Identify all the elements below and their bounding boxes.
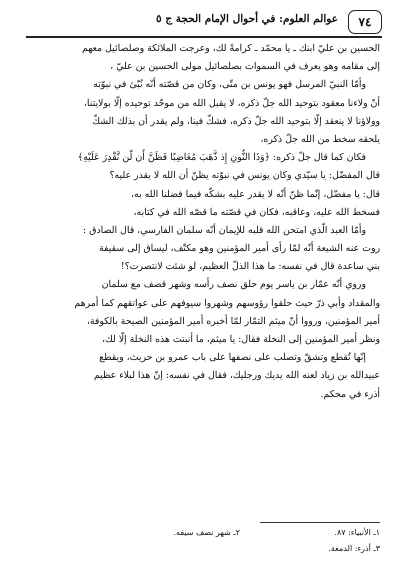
text-line: أذرء في محكم. <box>320 388 380 400</box>
text-line: والمقداد وأبي ذرّ حيث حلقوا رؤوسهم وشهروا سيوفهم على عواتقهم كما أمرهم <box>74 297 380 309</box>
text-line: ونظر أمير المؤمنين إلى النخلة فقال: يا ميثم، ما أنبتت هذه النخلة إلّا لك، <box>101 334 380 345</box>
header-rule <box>26 36 382 38</box>
text-line: وولاؤنا لا ينعقد إلّا بتوحيد الله جلّ ذكره، فشكّ فينا، ولم يقدر أن بذلك الشكّ <box>92 115 380 127</box>
text-line: وأمّا العبد الّذي امتحن الله قلبه للإيمان أنّه سلمان الفارسي، قال الصادق : <box>83 224 366 236</box>
footnote-rule <box>260 522 380 523</box>
text-line: إنّها تُقطع وتشقّ وتصلب على نصفها على باب عمرو بن حريث، ويقطع <box>99 352 366 364</box>
text-line: بني ساعدة قال في نفسه: ما هذا الذلّ العظيم، لو شئت لانتصرت؟! <box>120 261 380 273</box>
footnote-3: ٣ـ أذرء: الدمعة. <box>328 544 380 553</box>
text-line: وأمّا النبيّ المرسل فهو يونس بن متّى، وكان من قصّته أنّه نُبّئ في نبوّته <box>93 79 366 91</box>
text-line: أنّ ولاءنا معقود بتوحيد الله جلّ ذكره، لا يقبل الله من موحّد توحيده إلّا بولايتنا، <box>83 97 380 109</box>
text-line: أمير المؤمنين، ورووا أنّ ميثم التمّار لمّا أخبره أمير المؤمنين الصيحة بالكوفة، <box>86 315 380 327</box>
running-title: عوالم العلوم: في أحوال الإمام الحجة ج ٥ <box>156 13 338 25</box>
text-line: وروي أنّه عمّار بن ياسر يوم حلق نصف رأسه وشهر قصف مع سلمان <box>101 279 366 291</box>
body-text <box>30 40 380 404</box>
text-line: روت عنه الشيعة أنّه لمّا رأى أمير المؤمنين وهو مكتّف، ليساق إلى سقيفة <box>98 243 380 255</box>
text-line: إلى مقامه وهو يعرف في السموات بصلصائيل مولى الحسين بن عليّ ، <box>110 61 380 73</box>
page-header <box>26 10 382 34</box>
text-line: الحسين بن عليّ ابنك ـ يا محمّد ـ كرامةً لك، وعرجت الملائكة وصلصائيل معهم <box>81 43 380 54</box>
text-line: عبيدالله بن زياد لعنه الله يديك ورجليك، فقال في نفسه: إنّ هذا لبلاء عظيم <box>93 370 380 382</box>
text-line: فكان كما قال جلّ ذكره: ﴿وَذَا النُّونِ إِذ ذَّهَبَ مُغَاضِبًا فَظَنَّ أَن لَّن نَّقْدِرَ عَلَيْهِ﴾ <box>77 152 366 164</box>
footnote-1: ١ـ الأنبياء: ٨٧. <box>334 528 380 537</box>
text-line: قال المفضّل: يا سيّدي وكان يونس في نبوّته يظنّ أن الله لا يقدر عليه؟ <box>109 170 380 182</box>
page-number: ٧٤ <box>348 10 382 34</box>
text-line: قال: يا مفضّل، إنّما ظنّ أنّه لا يقدر عليه بشكّه فيما فضلنا الله به، <box>131 188 380 200</box>
text-line: فسخط الله عليه، وعاقبه، فكان في قصّته ما قصّه الله في كتابه، <box>133 206 380 218</box>
footnote-2: ٢ـ شهر نصف سيفه. <box>173 528 240 537</box>
text-line: يلحقه سخط من الله جلّ ذكره، <box>260 133 380 145</box>
